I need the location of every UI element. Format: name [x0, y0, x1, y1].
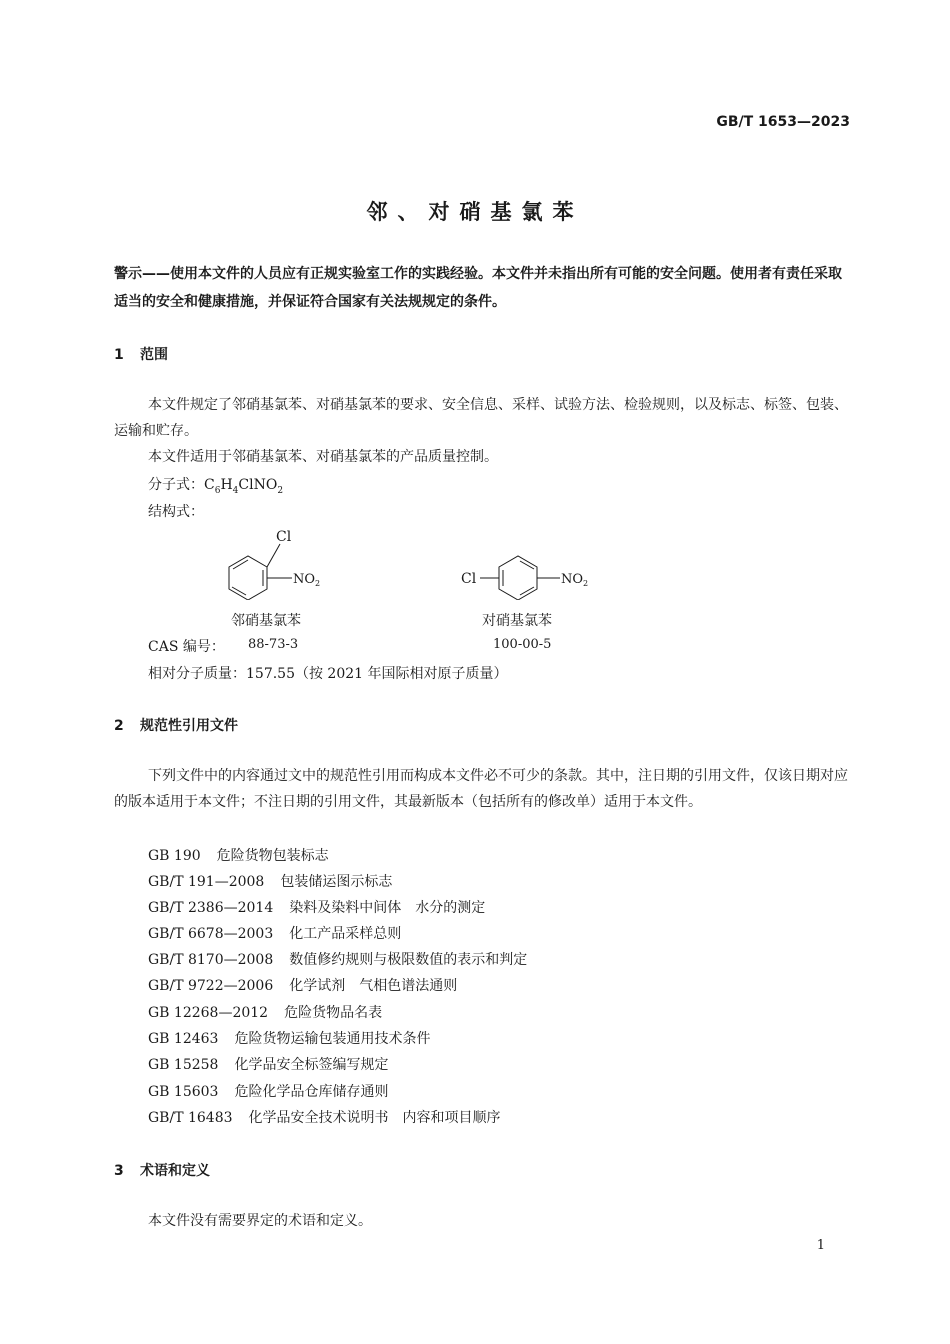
scope-paragraph-1: 本文件规定了邻硝基氯苯、对硝基氯苯的要求、安全信息、采样、试验方法、检验规则，以及标志、标签、包装、运输和贮存。 — [114, 397, 848, 439]
para-cas: 100-00-5 — [493, 637, 552, 652]
document-title: 邻、对硝基氯苯 — [366, 200, 584, 224]
section-2-heading — [114, 715, 238, 735]
molecular-formula: 分子式：$C_6H_4ClNO_2$ — [148, 477, 284, 496]
section-number: 2 — [114, 718, 124, 734]
formula-label: 分子式： — [148, 477, 204, 493]
warning-text: 警示——使用本文件的人员应有正规实验室工作的实践经验。本文件并未指出所有可能的安全问题。使用者有责任采取适当的安全和健康措施，并保证符合国家有关法规规定的条件。 — [114, 266, 842, 310]
section-title: 术语和定义 — [140, 1163, 210, 1179]
para-benzene-ring — [480, 556, 560, 600]
molecular-mass: 相对分子质量：157.55（按 2021 年国际相对原子质量） — [148, 666, 508, 682]
section-number: 3 — [114, 1163, 124, 1179]
standard-code: GB/T 1653—2023 — [716, 114, 850, 130]
ortho-cas: 88-73-3 — [248, 637, 299, 652]
para-no2-label: $NO_2$ — [561, 572, 589, 588]
section-title: 范围 — [140, 347, 168, 363]
reference-item: GB 15258 化学品安全标签编写规定 — [148, 1057, 389, 1073]
section-title: 规范性引用文件 — [140, 718, 238, 734]
para-name: 对硝基氯苯 — [482, 613, 552, 629]
section-1-heading — [114, 344, 168, 364]
reference-item: GB/T 191—2008 包装储运图示标志 — [148, 874, 393, 890]
reference-item: GB 12268—2012 危险货物品名表 — [148, 1005, 383, 1021]
reference-item: GB/T 2386—2014 染料及染料中间体 水分的测定 — [148, 900, 486, 916]
section-number: 1 — [114, 347, 124, 363]
reference-item: GB 190 危险货物包装标志 — [148, 848, 329, 864]
page-number: 1 — [816, 1238, 825, 1253]
reference-item: GB/T 9722—2006 化学试剂 气相色谱法通则 — [148, 978, 458, 994]
para-cl-label: Cl — [461, 571, 477, 587]
reference-item: GB 15603 危险化学品仓库储存通则 — [148, 1084, 389, 1100]
structure-label: 结构式： — [148, 504, 204, 520]
ortho-name: 邻硝基氯苯 — [231, 613, 301, 629]
terms-paragraph: 本文件没有需要界定的术语和定义。 — [148, 1213, 372, 1229]
structure-diagrams — [0, 520, 950, 600]
section-3-heading — [114, 1160, 210, 1180]
normative-intro: 下列文件中的内容通过文中的规范性引用而构成本文件必不可少的条款。其中，注日期的引用文件，仅该日期对应的版本适用于本文件；不注日期的引用文件，其最新版本（包括所有的修改单）适用于本文件。 — [114, 768, 848, 810]
reference-item: GB/T 16483 化学品安全技术说明书 内容和项目顺序 — [148, 1110, 501, 1126]
reference-item: GB/T 6678—2003 化工产品采样总则 — [148, 926, 402, 942]
ortho-benzene-ring — [229, 544, 292, 600]
ortho-no2-label: $NO_2$ — [293, 572, 321, 588]
scope-paragraph-2: 本文件适用于邻硝基氯苯、对硝基氯苯的产品质量控制。 — [148, 449, 498, 465]
ortho-cl-label: Cl — [276, 529, 292, 545]
reference-item: GB/T 8170—2008 数值修约规则与极限数值的表示和判定 — [148, 952, 528, 968]
cas-label: CAS 编号： — [148, 639, 225, 655]
reference-item: GB 12463 危险货物运输包装通用技术条件 — [148, 1031, 431, 1047]
